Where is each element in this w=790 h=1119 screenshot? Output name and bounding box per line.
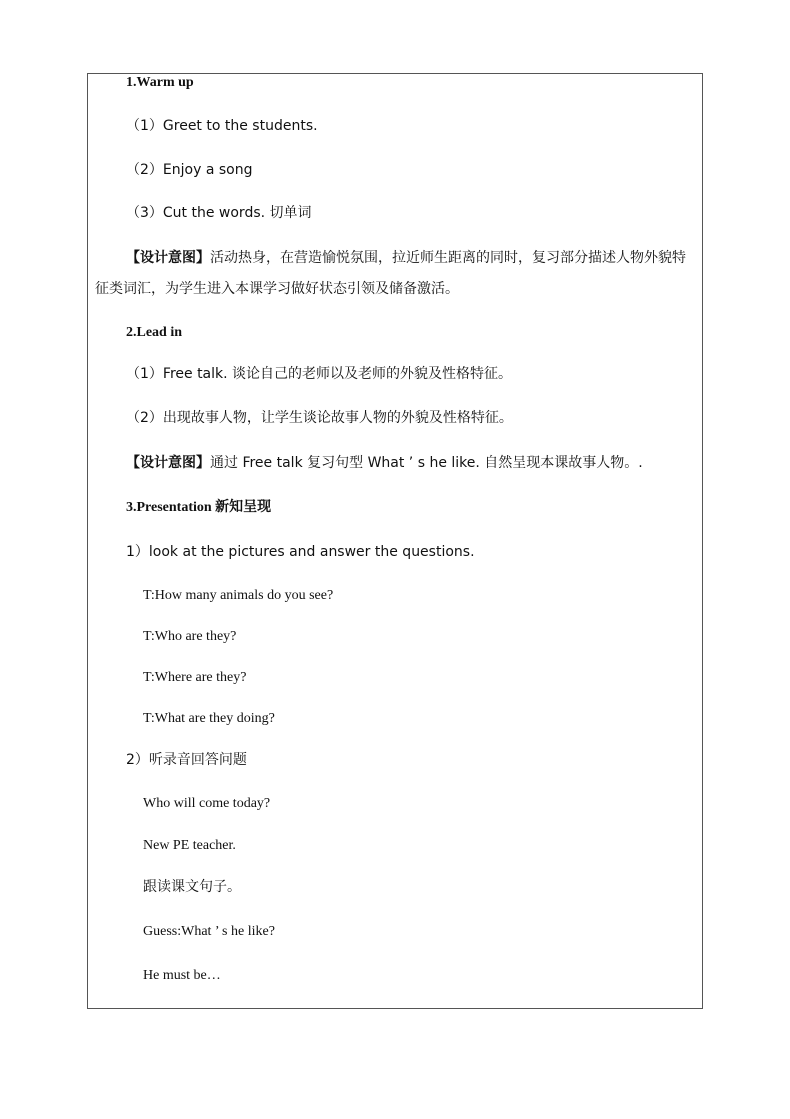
question-3: T:Where are they? <box>143 670 247 685</box>
design-intent-label: 【设计意图】 <box>126 250 210 266</box>
warmup-design-intent <box>95 243 698 305</box>
warmup-item-3: （3）Cut the words. 切单词 <box>126 205 312 221</box>
presentation-heading: 3.Presentation 新知呈现 <box>126 500 272 515</box>
question-2: T:Who are they? <box>143 629 237 644</box>
listen-line-4: Guess:What ’ s he like? <box>143 924 275 939</box>
presentation-step-1: 1）look at the pictures and answer the questions. <box>126 544 475 560</box>
design-intent-label: 【设计意图】 <box>126 455 210 471</box>
leadin-heading: 2.Lead in <box>126 325 183 340</box>
leadin-design-intent <box>126 453 643 473</box>
warmup-item-1: （1）Greet to the students. <box>126 118 318 134</box>
listen-line-3: 跟读课文句子。 <box>143 879 241 895</box>
listen-line-1: Who will come today? <box>143 796 271 811</box>
question-4: T:What are they doing? <box>143 711 275 726</box>
warmup-heading: 1.Warm up <box>126 75 194 90</box>
leadin-item-1: （1）Free talk. 谈论自己的老师以及老师的外貌及性格特征。 <box>126 366 513 382</box>
design-intent-text: 活动热身，在营造愉悦氛围，拉近师生距离的同时，复习部分描述人物外貌特征类词汇，为学生进入本课学习做好状态引领及储备激活。 <box>95 250 686 297</box>
presentation-step-2: 2）听录音回答问题 <box>126 752 247 768</box>
listen-line-2: New PE teacher. <box>143 838 236 853</box>
listen-line-5: He must be… <box>143 968 221 983</box>
warmup-item-2: （2）Enjoy a song <box>126 162 253 178</box>
design-intent-text: 通过 Free talk 复习句型 What ’ s he like. 自然呈现本课故事人物。. <box>210 455 643 471</box>
question-1: T:How many animals do you see? <box>143 588 334 603</box>
leadin-item-2: （2）出现故事人物，让学生谈论故事人物的外貌及性格特征。 <box>126 410 513 426</box>
